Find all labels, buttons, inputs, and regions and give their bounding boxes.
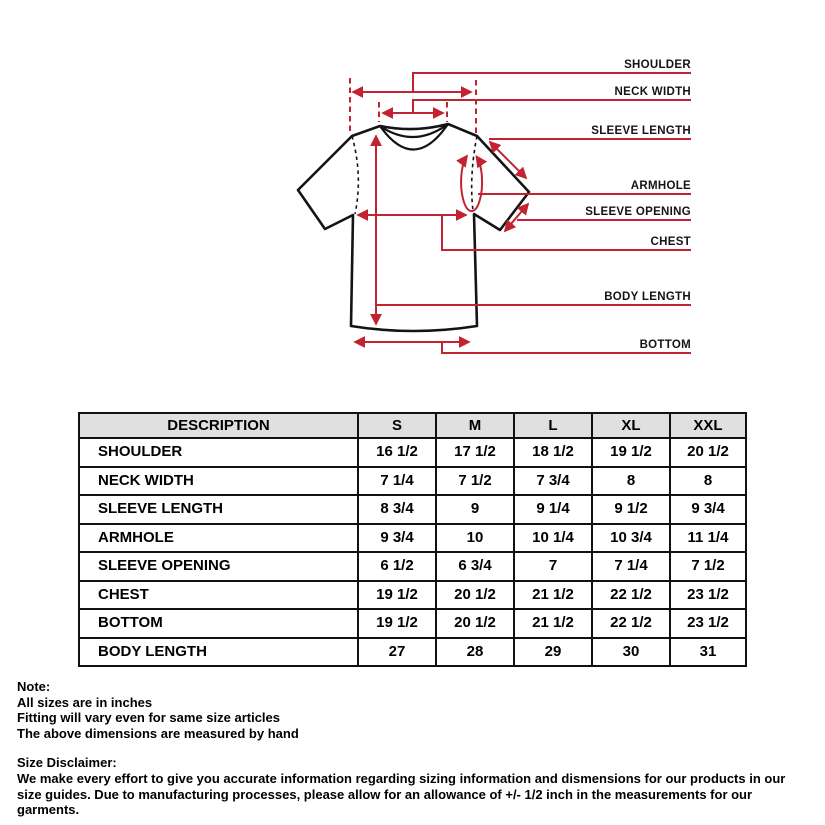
size-value: 7 (514, 552, 592, 581)
size-value: 7 3/4 (514, 467, 592, 496)
size-chart-table (78, 412, 747, 667)
size-value: 7 1/4 (358, 467, 436, 496)
table-row-shoulder (79, 438, 746, 467)
size-value: 9 3/4 (358, 524, 436, 553)
size-value: 7 1/2 (670, 552, 746, 581)
tshirt-measurement-diagram (0, 0, 825, 400)
size-value: 10 3/4 (592, 524, 670, 553)
column-header-xxl: XXL (670, 413, 746, 438)
size-value: 19 1/2 (592, 438, 670, 467)
size-value: 6 3/4 (436, 552, 514, 581)
size-value: 9 (436, 495, 514, 524)
table-row-chest (79, 581, 746, 610)
label-sleeve-opening: SLEEVE OPENING (585, 206, 691, 218)
row-label: BOTTOM (79, 609, 358, 638)
size-value: 6 1/2 (358, 552, 436, 581)
row-label: ARMHOLE (79, 524, 358, 553)
size-value: 20 1/2 (436, 609, 514, 638)
table-row-sleeve-length (79, 495, 746, 524)
disclaimer-line-2: size guides. Due to manufacturing processes, please allow for an allowance of +/- 1/2 inch in the measurements for our garments. (17, 786, 753, 818)
disclaimer-title: Size Disclaimer: (17, 755, 117, 771)
label-armhole: ARMHOLE (630, 180, 691, 192)
size-value: 20 1/2 (436, 581, 514, 610)
size-value: 8 3/4 (358, 495, 436, 524)
table-row-body-length (79, 638, 746, 667)
row-label: NECK WIDTH (79, 467, 358, 496)
column-header-xl: XL (592, 413, 670, 438)
size-value: 19 1/2 (358, 609, 436, 638)
column-header-description: DESCRIPTION (79, 413, 358, 438)
size-value: 19 1/2 (358, 581, 436, 610)
size-value: 30 (592, 638, 670, 667)
table-row-armhole (79, 524, 746, 553)
label-body-length: BODY LENGTH (604, 291, 691, 303)
size-value: 18 1/2 (514, 438, 592, 467)
label-shoulder: SHOULDER (624, 59, 691, 71)
size-value: 22 1/2 (592, 581, 670, 610)
size-value: 10 1/4 (514, 524, 592, 553)
size-value: 10 (436, 524, 514, 553)
tshirt-body (298, 124, 529, 331)
size-value: 9 3/4 (670, 495, 746, 524)
size-value: 22 1/2 (592, 609, 670, 638)
label-bottom: BOTTOM (639, 339, 691, 351)
size-value: 23 1/2 (670, 609, 746, 638)
row-label: SLEEVE OPENING (79, 552, 358, 581)
measurement-labels (585, 59, 691, 351)
table-row-neck-width (79, 467, 746, 496)
size-value: 9 1/2 (592, 495, 670, 524)
size-value: 20 1/2 (670, 438, 746, 467)
size-value: 16 1/2 (358, 438, 436, 467)
note-line-1: All sizes are in inches (17, 694, 153, 710)
size-value: 29 (514, 638, 592, 667)
label-neck-width: NECK WIDTH (614, 86, 691, 98)
column-header-s: S (358, 413, 436, 438)
notes-spacer (17, 741, 812, 755)
size-value: 8 (592, 467, 670, 496)
size-value: 21 1/2 (514, 581, 592, 610)
size-value: 31 (670, 638, 746, 667)
size-value: 11 1/4 (670, 524, 746, 553)
note-title: Note: (17, 679, 51, 694)
label-sleeve-length: SLEEVE LENGTH (591, 125, 691, 137)
header-row (79, 413, 746, 438)
disclaimer-line-1: We make every effort to give you accurate information regarding sizing information and dismensions for our products in our (17, 770, 786, 786)
size-value: 28 (436, 638, 514, 667)
size-value: 7 1/2 (436, 467, 514, 496)
table-row-sleeve-opening (79, 552, 746, 581)
tshirt-outline (298, 124, 529, 331)
size-value: 17 1/2 (436, 438, 514, 467)
neck-width-callout (413, 100, 691, 112)
table-row-bottom (79, 609, 746, 638)
note-line-2: Fitting will vary even for same size articles (17, 710, 280, 726)
column-header-m: M (436, 413, 514, 438)
notes-section (17, 679, 812, 818)
row-label: SLEEVE LENGTH (79, 495, 358, 524)
row-label: CHEST (79, 581, 358, 610)
row-label: SHOULDER (79, 438, 358, 467)
column-header-l: L (514, 413, 592, 438)
size-value: 21 1/2 (514, 609, 592, 638)
label-chest: CHEST (650, 236, 691, 248)
row-label: BODY LENGTH (79, 638, 358, 667)
size-value: 7 1/4 (592, 552, 670, 581)
note-line-3: The above dimensions are measured by hand (17, 725, 299, 741)
size-value: 9 1/4 (514, 495, 592, 524)
size-value: 23 1/2 (670, 581, 746, 610)
size-value: 27 (358, 638, 436, 667)
size-value: 8 (670, 467, 746, 496)
